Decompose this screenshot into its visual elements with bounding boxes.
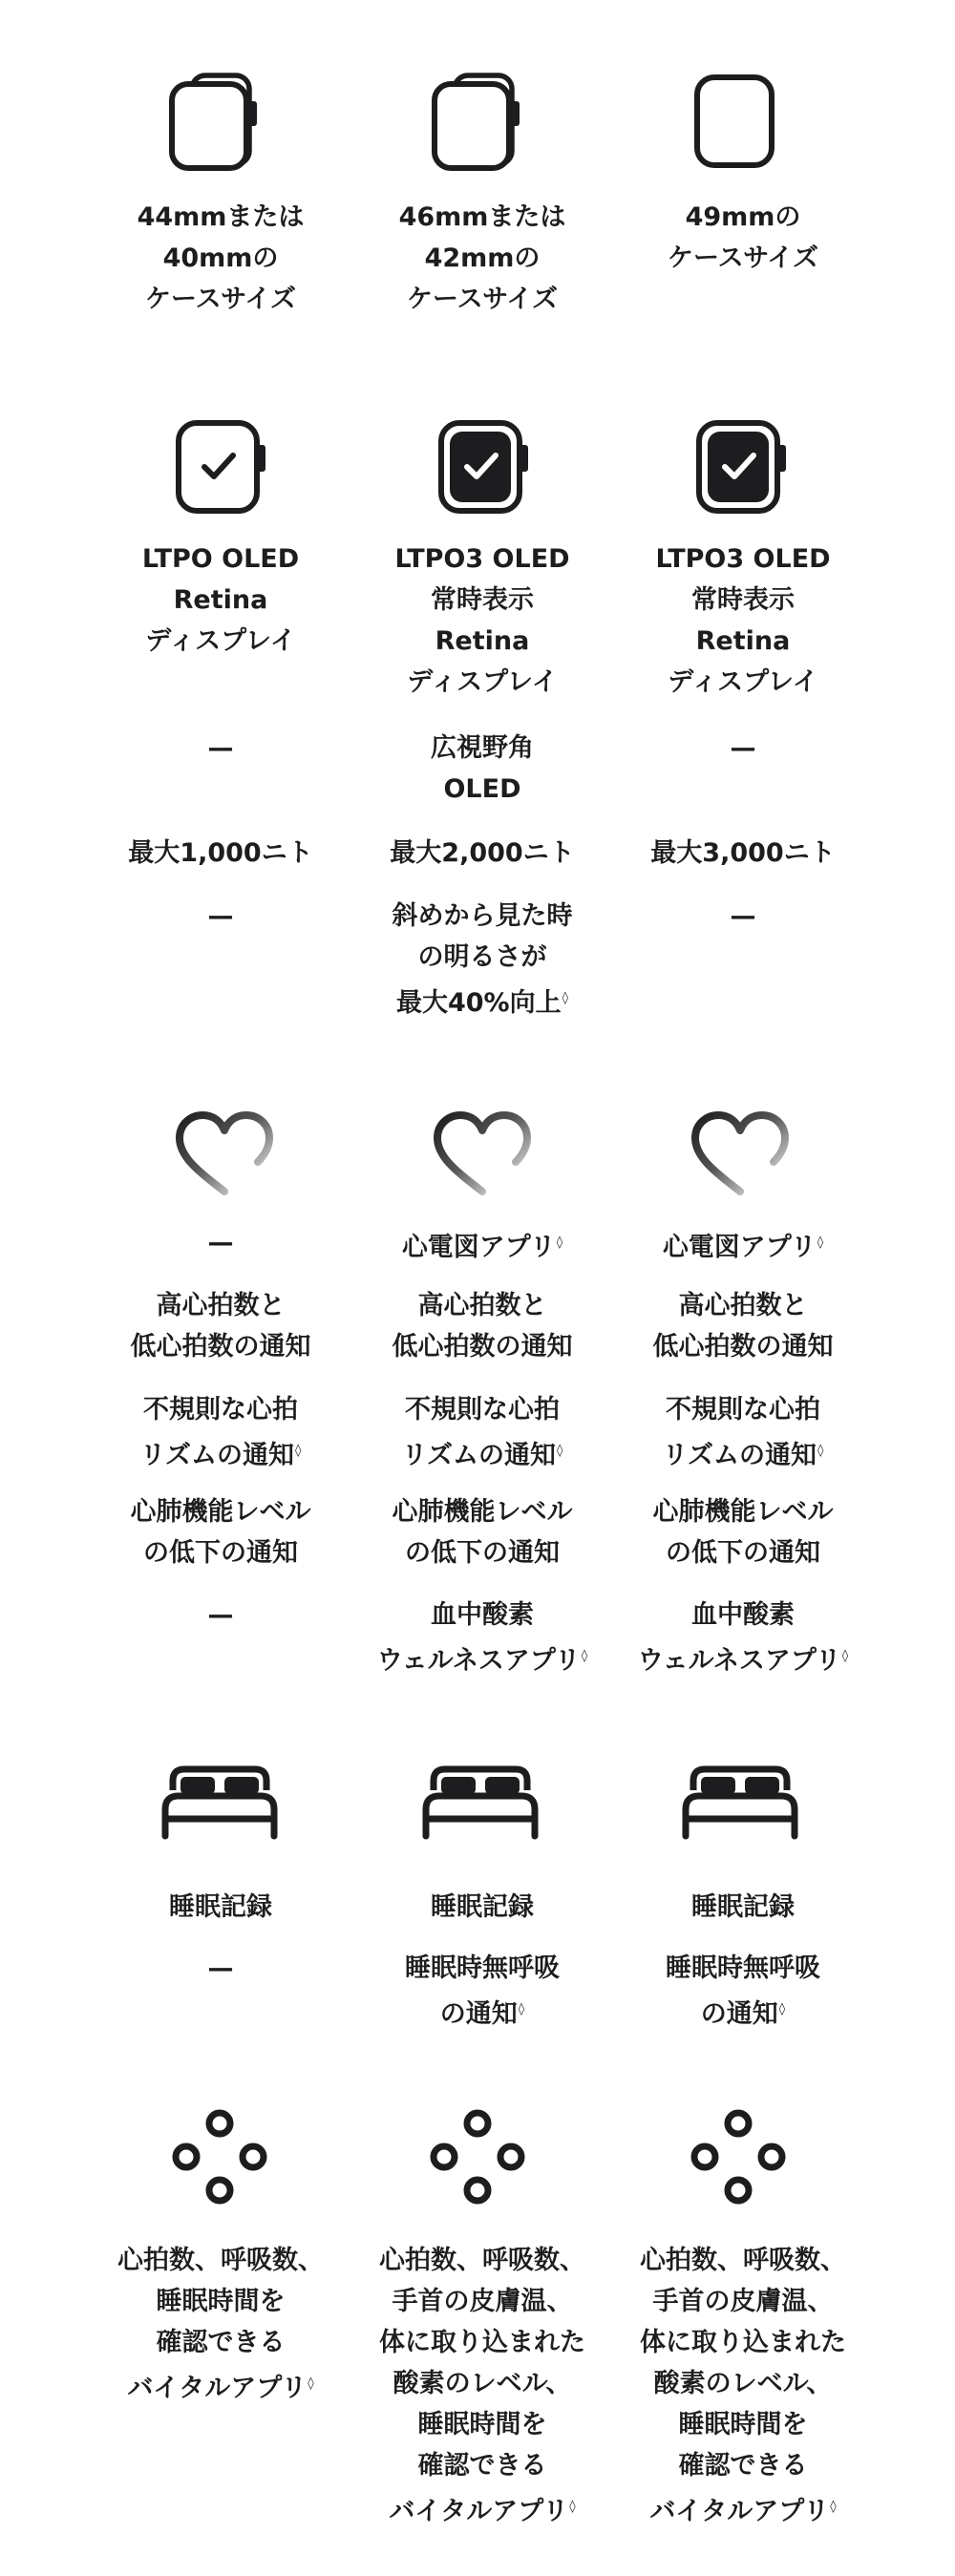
- ecg-app-text: 心電図アプリ◊: [662, 1233, 824, 1262]
- footnote-mark: ◊: [295, 1444, 302, 1458]
- blood-oxygen-text: 血中酸素 ウェルネスアプリ◊: [376, 1600, 588, 1676]
- footnote-mark: ◊: [817, 1444, 824, 1458]
- angle-brightness-text: 斜めから見た時 の明るさが 最大40%向上◊: [392, 901, 573, 1018]
- angle-brightness-text: —: [730, 901, 756, 931]
- footnote-mark: ◊: [817, 1235, 824, 1250]
- blood-oxygen-text: 血中酸素 ウェルネスアプリ◊: [637, 1600, 849, 1676]
- vitals-app-text: 心拍数、呼吸数、 手首の皮膚温、 体に取り込まれた 酸素のレベル、 睡眠時間を 確認できる バイタルアプリ◊: [379, 2246, 585, 2526]
- watch-display-checkmark-icon: [435, 416, 540, 521]
- sleep-apnea-text: 睡眠時無呼吸 の通知◊: [666, 1953, 820, 2029]
- vitals-app-icon: [686, 2106, 791, 2211]
- footnote-mark: ◊: [830, 2500, 837, 2514]
- display-type-text: LTPO3 OLED 常時表示 Retina ディスプレイ: [655, 544, 831, 697]
- case-size-text: 44mmまたは 40mmの ケースサイズ: [137, 202, 305, 314]
- footnote-mark: ◊: [569, 2500, 576, 2514]
- display-type-text: LTPO3 OLED 常時表示 Retina ディスプレイ: [394, 544, 570, 697]
- irregular-rhythm-text: 不規則な心拍 リズムの通知◊: [662, 1395, 824, 1470]
- case-size-text: 46mmまたは 42mmの ケースサイズ: [398, 202, 566, 314]
- high-low-heart-rate-text: 高心拍数と 低心拍数の通知: [130, 1291, 311, 1362]
- brightness-text: 最大3,000ニト: [650, 838, 836, 868]
- ecg-app-text: 心電図アプリ◊: [401, 1233, 563, 1262]
- case-size-text: 49mmの ケースサイズ: [668, 202, 818, 273]
- footnote-mark: ◊: [581, 1649, 588, 1663]
- sleep-apnea-text: 睡眠時無呼吸 の通知◊: [405, 1953, 560, 2029]
- bed-icon: [678, 1763, 802, 1845]
- bed-icon: [418, 1763, 542, 1845]
- sleep-tracking-text: 睡眠記録: [691, 1892, 795, 1922]
- watch-display-checkmark-icon: [692, 416, 797, 521]
- footnote-mark: ◊: [308, 2376, 314, 2391]
- sleep-tracking-text: 睡眠記録: [169, 1892, 272, 1922]
- vitals-app-icon: [425, 2106, 530, 2211]
- high-low-heart-rate-text: 高心拍数と 低心拍数の通知: [652, 1291, 834, 1362]
- footnote-mark: ◊: [557, 1444, 563, 1458]
- watch-case-size-icon: [430, 73, 535, 178]
- vitals-app-text: 心拍数、呼吸数、 睡眠時間を 確認できる バイタルアプリ◊: [117, 2246, 324, 2403]
- cardio-fitness-text: 心肺機能レベル の低下の通知: [130, 1497, 311, 1568]
- footnote-mark: ◊: [556, 1235, 563, 1250]
- display-type-text: LTPO OLED Retina ディスプレイ: [141, 544, 300, 656]
- wide-angle-text: —: [730, 733, 756, 763]
- brightness-text: 最大2,000ニト: [390, 838, 575, 868]
- sleep-apnea-text: —: [207, 1953, 234, 1983]
- heart-icon: [172, 1109, 277, 1200]
- watch-case-size-icon: [692, 73, 797, 178]
- vitals-app-text: 心拍数、呼吸数、 手首の皮膚温、 体に取り込まれた 酸素のレベル、 睡眠時間を 確認できる バイタルアプリ◊: [640, 2246, 846, 2526]
- angle-brightness-text: —: [207, 901, 234, 931]
- cardio-fitness-text: 心肺機能レベル の低下の通知: [652, 1497, 834, 1568]
- heart-icon: [430, 1109, 535, 1200]
- vitals-app-icon: [167, 2106, 272, 2211]
- watch-display-checkmark-icon: [172, 416, 277, 521]
- brightness-text: 最大1,000ニト: [128, 838, 313, 868]
- high-low-heart-rate-text: 高心拍数と 低心拍数の通知: [392, 1291, 573, 1362]
- sleep-tracking-text: 睡眠記録: [431, 1892, 534, 1922]
- ecg-app-text: —: [207, 1228, 234, 1257]
- irregular-rhythm-text: 不規則な心拍 リズムの通知◊: [139, 1395, 302, 1470]
- footnote-mark: ◊: [841, 1649, 849, 1663]
- footnote-mark: ◊: [778, 2002, 786, 2016]
- footnote-mark: ◊: [518, 2002, 525, 2016]
- bed-icon: [158, 1763, 282, 1845]
- irregular-rhythm-text: 不規則な心拍 リズムの通知◊: [401, 1395, 563, 1470]
- footnote-mark: ◊: [562, 991, 569, 1005]
- watch-case-size-icon: [167, 73, 272, 178]
- heart-icon: [688, 1109, 793, 1200]
- wide-angle-text: —: [207, 733, 234, 763]
- wide-angle-text: 広視野角 OLED: [431, 733, 534, 804]
- cardio-fitness-text: 心肺機能レベル の低下の通知: [392, 1497, 573, 1568]
- blood-oxygen-text: —: [207, 1600, 234, 1630]
